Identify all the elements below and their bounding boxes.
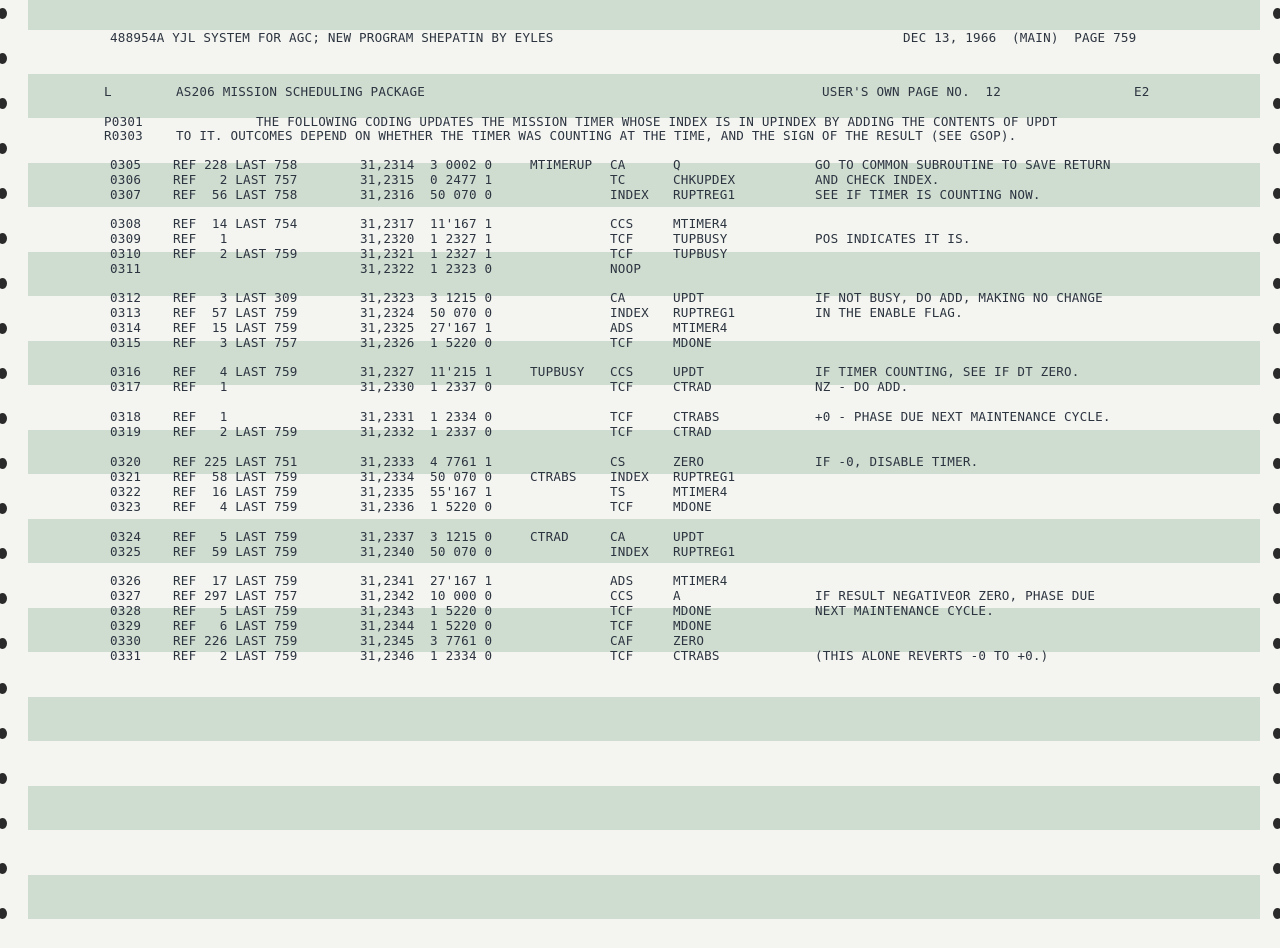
line-op: INDEX: [610, 305, 649, 320]
listing-line: [0, 648, 1280, 663]
line-addr: 31,2317 11'167 1: [360, 216, 493, 231]
line-comment: (THIS ALONE REVERTS -0 TO +0.): [815, 648, 1049, 663]
line-addr: 31,2345 3 7761 0: [360, 633, 493, 648]
line-arg: TUPBUSY: [673, 246, 728, 261]
line-op: INDEX: [610, 469, 649, 484]
sprocket-hole: [0, 773, 7, 784]
line-ref: REF 15 LAST 759: [173, 320, 298, 335]
line-op: TS: [610, 484, 626, 499]
line-ref: REF 16 LAST 759: [173, 484, 298, 499]
line-arg: UPDT: [673, 290, 705, 305]
line-arg: RUPTREG1: [673, 544, 736, 559]
line-seq: 0319: [110, 424, 142, 439]
line-seq: 0313: [110, 305, 142, 320]
line-seq: 0318: [110, 409, 142, 424]
line-addr: 31,2320 1 2327 1: [360, 231, 493, 246]
line-arg: TUPBUSY: [673, 231, 728, 246]
line-arg: CHKUPDEX: [673, 172, 736, 187]
line-addr: 31,2325 27'167 1: [360, 320, 493, 335]
line-op: INDEX: [610, 544, 649, 559]
line-seq: 0326: [110, 573, 142, 588]
listing-line: [0, 246, 1280, 261]
line-op: NOOP: [610, 261, 642, 276]
user-page-number: USER'S OWN PAGE NO. 12: [822, 84, 1001, 99]
sprocket-hole: [0, 818, 7, 829]
line-arg: RUPTREG1: [673, 187, 736, 202]
paper-band: [28, 0, 1260, 30]
line-comment: IF -0, DISABLE TIMER.: [815, 454, 979, 469]
listing-line: [0, 633, 1280, 648]
line-ref: REF 4 LAST 759: [173, 364, 298, 379]
listing-line: [0, 187, 1280, 202]
listing-line: [0, 573, 1280, 588]
line-arg: MTIMER4: [673, 484, 728, 499]
line-seq: 0324: [110, 529, 142, 544]
line-op: TCF: [610, 648, 634, 663]
listing-line: [0, 290, 1280, 305]
line-arg: UPDT: [673, 529, 705, 544]
line-comment: POS INDICATES IT IS.: [815, 231, 971, 246]
line-addr: 31,2323 3 1215 0: [360, 290, 493, 305]
line-arg: ZERO: [673, 633, 705, 648]
line-op: TCF: [610, 409, 634, 424]
line-arg: MDONE: [673, 499, 712, 514]
line-seq: 0310: [110, 246, 142, 261]
sprocket-hole: [0, 728, 7, 739]
listing-line: [0, 454, 1280, 469]
listing-line: [0, 172, 1280, 187]
line-ref: REF 59 LAST 759: [173, 544, 298, 559]
line-seq: 0316: [110, 364, 142, 379]
line-ref: REF 6 LAST 759: [173, 618, 298, 633]
line-addr: 31,2324 50 070 0: [360, 305, 493, 320]
line-comment: IF TIMER COUNTING, SEE IF DT ZERO.: [815, 364, 1080, 379]
line-addr: 31,2340 50 070 0: [360, 544, 493, 559]
line-arg: ZERO: [673, 454, 705, 469]
listing-line: [0, 588, 1280, 603]
paper-band: [28, 697, 1260, 741]
listing-line: [0, 320, 1280, 335]
line-seq: 0323: [110, 499, 142, 514]
line-op: TC: [610, 172, 626, 187]
listing-line: [0, 603, 1280, 618]
line-ref: REF 57 LAST 759: [173, 305, 298, 320]
sprocket-hole: [0, 53, 7, 64]
listing-line: [0, 231, 1280, 246]
line-seq: 0311: [110, 261, 142, 276]
line-op: CS: [610, 454, 626, 469]
line-op: CAF: [610, 633, 634, 648]
listing-line: [0, 424, 1280, 439]
line-ref: REF 2 LAST 759: [173, 246, 298, 261]
line-ref: REF 17 LAST 759: [173, 573, 298, 588]
listing-line: [0, 529, 1280, 544]
listing-line: [0, 157, 1280, 172]
line-op: CA: [610, 529, 626, 544]
listing-line: [0, 335, 1280, 350]
line-seq: 0314: [110, 320, 142, 335]
line-addr: 31,2337 3 1215 0: [360, 529, 493, 544]
line-arg: UPDT: [673, 364, 705, 379]
header-left: 488954A YJL SYSTEM FOR AGC; NEW PROGRAM SHEPATIN BY EYLES: [110, 30, 554, 45]
line-arg: RUPTREG1: [673, 469, 736, 484]
line-label: CTRABS: [530, 469, 577, 484]
line-op: TCF: [610, 603, 634, 618]
line-seq: 0320: [110, 454, 142, 469]
line-ref: REF 226 LAST 759: [173, 633, 298, 648]
line-ref: REF 2 LAST 757: [173, 172, 298, 187]
line-addr: 31,2314 3 0002 0: [360, 157, 493, 172]
line-seq: 0330: [110, 633, 142, 648]
sprocket-hole: [0, 683, 7, 694]
line-ref: REF 225 LAST 751: [173, 454, 298, 469]
listing-line: [0, 261, 1280, 276]
line-addr: 31,2326 1 5220 0: [360, 335, 493, 350]
line-label: TUPBUSY: [530, 364, 585, 379]
line-ref: REF 3 LAST 309: [173, 290, 298, 305]
line-comment: AND CHECK INDEX.: [815, 172, 940, 187]
line-ref: REF 5 LAST 759: [173, 529, 298, 544]
section-title: AS206 MISSION SCHEDULING PACKAGE: [176, 84, 426, 99]
line-addr: 31,2343 1 5220 0: [360, 603, 493, 618]
line-addr: 31,2331 1 2334 0: [360, 409, 493, 424]
line-label: MTIMERUP: [530, 157, 593, 172]
intro-seq: R0303: [104, 128, 143, 143]
sprocket-hole: [1273, 143, 1280, 154]
paper-band: [28, 786, 1260, 830]
line-seq: 0307: [110, 187, 142, 202]
listing-line: [0, 364, 1280, 379]
sprocket-hole: [1273, 683, 1280, 694]
section-code: E2: [1134, 84, 1150, 99]
listing-line: [0, 544, 1280, 559]
sprocket-hole: [1273, 278, 1280, 289]
listing-line: [0, 499, 1280, 514]
intro-text: TO IT. OUTCOMES DEPEND ON WHETHER THE TIMER WAS COUNTING AT THE TIME, AND THE SIGN OF THE RESULT (SEE GSOP).: [176, 128, 1017, 143]
line-addr: 31,2315 0 2477 1: [360, 172, 493, 187]
line-addr: 31,2335 55'167 1: [360, 484, 493, 499]
line-seq: 0325: [110, 544, 142, 559]
line-op: CA: [610, 290, 626, 305]
line-ref: REF 228 LAST 758: [173, 157, 298, 172]
line-arg: MTIMER4: [673, 320, 728, 335]
line-seq: 0309: [110, 231, 142, 246]
line-addr: 31,2330 1 2337 0: [360, 379, 493, 394]
sprocket-hole: [0, 143, 7, 154]
line-comment: IN THE ENABLE FLAG.: [815, 305, 963, 320]
sprocket-hole: [1273, 728, 1280, 739]
intro-seq: P0301: [104, 114, 143, 129]
line-op: ADS: [610, 573, 634, 588]
line-arg: MDONE: [673, 618, 712, 633]
line-ref: REF 58 LAST 759: [173, 469, 298, 484]
header-right: DEC 13, 1966 (MAIN) PAGE 759: [903, 30, 1137, 45]
line-arg: RUPTREG1: [673, 305, 736, 320]
listing-line: [0, 469, 1280, 484]
sprocket-hole: [1273, 863, 1280, 874]
sprocket-hole: [0, 8, 7, 19]
line-seq: 0322: [110, 484, 142, 499]
line-comment: NEXT MAINTENANCE CYCLE.: [815, 603, 994, 618]
sprocket-hole: [1273, 773, 1280, 784]
listing-line: [0, 379, 1280, 394]
line-op: CCS: [610, 216, 634, 231]
line-ref: REF 3 LAST 757: [173, 335, 298, 350]
line-op: TCF: [610, 379, 634, 394]
sprocket-hole: [1273, 53, 1280, 64]
line-comment: SEE IF TIMER IS COUNTING NOW.: [815, 187, 1041, 202]
line-seq: 0321: [110, 469, 142, 484]
line-op: TCF: [610, 231, 634, 246]
line-ref: REF 2 LAST 759: [173, 648, 298, 663]
line-arg: MDONE: [673, 603, 712, 618]
line-comment: NZ - DO ADD.: [815, 379, 909, 394]
sprocket-hole: [1273, 908, 1280, 919]
line-addr: 31,2332 1 2337 0: [360, 424, 493, 439]
sprocket-hole: [0, 98, 7, 109]
line-seq: 0329: [110, 618, 142, 633]
line-seq: 0306: [110, 172, 142, 187]
sprocket-hole: [1273, 818, 1280, 829]
line-op: ADS: [610, 320, 634, 335]
line-seq: 0327: [110, 588, 142, 603]
line-arg: CTRAD: [673, 379, 712, 394]
sprocket-hole: [0, 908, 7, 919]
sprocket-hole: [1273, 98, 1280, 109]
line-seq: 0312: [110, 290, 142, 305]
listing-line: [0, 484, 1280, 499]
line-ref: REF 4 LAST 759: [173, 499, 298, 514]
line-op: TCF: [610, 246, 634, 261]
line-seq: 0328: [110, 603, 142, 618]
line-op: TCF: [610, 424, 634, 439]
line-comment: IF NOT BUSY, DO ADD, MAKING NO CHANGE: [815, 290, 1103, 305]
line-arg: MTIMER4: [673, 216, 728, 231]
line-addr: 31,2346 1 2334 0: [360, 648, 493, 663]
line-comment: IF RESULT NEGATIVEOR ZERO, PHASE DUE: [815, 588, 1096, 603]
line-ref: REF 56 LAST 758: [173, 187, 298, 202]
listing-line: [0, 618, 1280, 633]
line-seq: 0308: [110, 216, 142, 231]
line-arg: Q: [673, 157, 681, 172]
sprocket-hole: [0, 863, 7, 874]
line-ref: REF 1: [173, 379, 228, 394]
line-label: CTRAD: [530, 529, 569, 544]
line-ref: REF 1: [173, 409, 228, 424]
line-ref: REF 297 LAST 757: [173, 588, 298, 603]
paper-band: [28, 875, 1260, 919]
line-addr: 31,2336 1 5220 0: [360, 499, 493, 514]
line-ref: REF 5 LAST 759: [173, 603, 298, 618]
line-seq: 0305: [110, 157, 142, 172]
line-ref: REF 2 LAST 759: [173, 424, 298, 439]
line-arg: A: [673, 588, 681, 603]
line-addr: 31,2341 27'167 1: [360, 573, 493, 588]
line-op: CA: [610, 157, 626, 172]
line-seq: 0331: [110, 648, 142, 663]
line-op: TCF: [610, 618, 634, 633]
line-addr: 31,2327 11'215 1: [360, 364, 493, 379]
line-seq: 0317: [110, 379, 142, 394]
line-addr: 31,2322 1 2323 0: [360, 261, 493, 276]
line-comment: +0 - PHASE DUE NEXT MAINTENANCE CYCLE.: [815, 409, 1111, 424]
line-arg: CTRAD: [673, 424, 712, 439]
line-ref: REF 1: [173, 231, 228, 246]
listing-line: [0, 305, 1280, 320]
line-op: CCS: [610, 588, 634, 603]
line-arg: CTRABS: [673, 648, 720, 663]
line-addr: 31,2342 10 000 0: [360, 588, 493, 603]
line-arg: CTRABS: [673, 409, 720, 424]
listing-line: [0, 216, 1280, 231]
line-addr: 31,2344 1 5220 0: [360, 618, 493, 633]
line-addr: 31,2321 1 2327 1: [360, 246, 493, 261]
line-op: TCF: [610, 335, 634, 350]
line-seq: 0315: [110, 335, 142, 350]
listing-line: [0, 409, 1280, 424]
line-arg: MDONE: [673, 335, 712, 350]
line-comment: GO TO COMMON SUBROUTINE TO SAVE RETURN: [815, 157, 1111, 172]
line-addr: 31,2333 4 7761 1: [360, 454, 493, 469]
line-op: CCS: [610, 364, 634, 379]
line-op: INDEX: [610, 187, 649, 202]
sprocket-hole: [0, 278, 7, 289]
intro-text: THE FOLLOWING CODING UPDATES THE MISSION TIMER WHOSE INDEX IS IN UPINDEX BY ADDING THE CONTENTS OF UPDT: [256, 114, 1058, 129]
line-addr: 31,2316 50 070 0: [360, 187, 493, 202]
sprocket-hole: [1273, 8, 1280, 19]
line-arg: MTIMER4: [673, 573, 728, 588]
line-op: TCF: [610, 499, 634, 514]
log-marker: L: [104, 84, 112, 99]
line-ref: REF 14 LAST 754: [173, 216, 298, 231]
line-addr: 31,2334 50 070 0: [360, 469, 493, 484]
